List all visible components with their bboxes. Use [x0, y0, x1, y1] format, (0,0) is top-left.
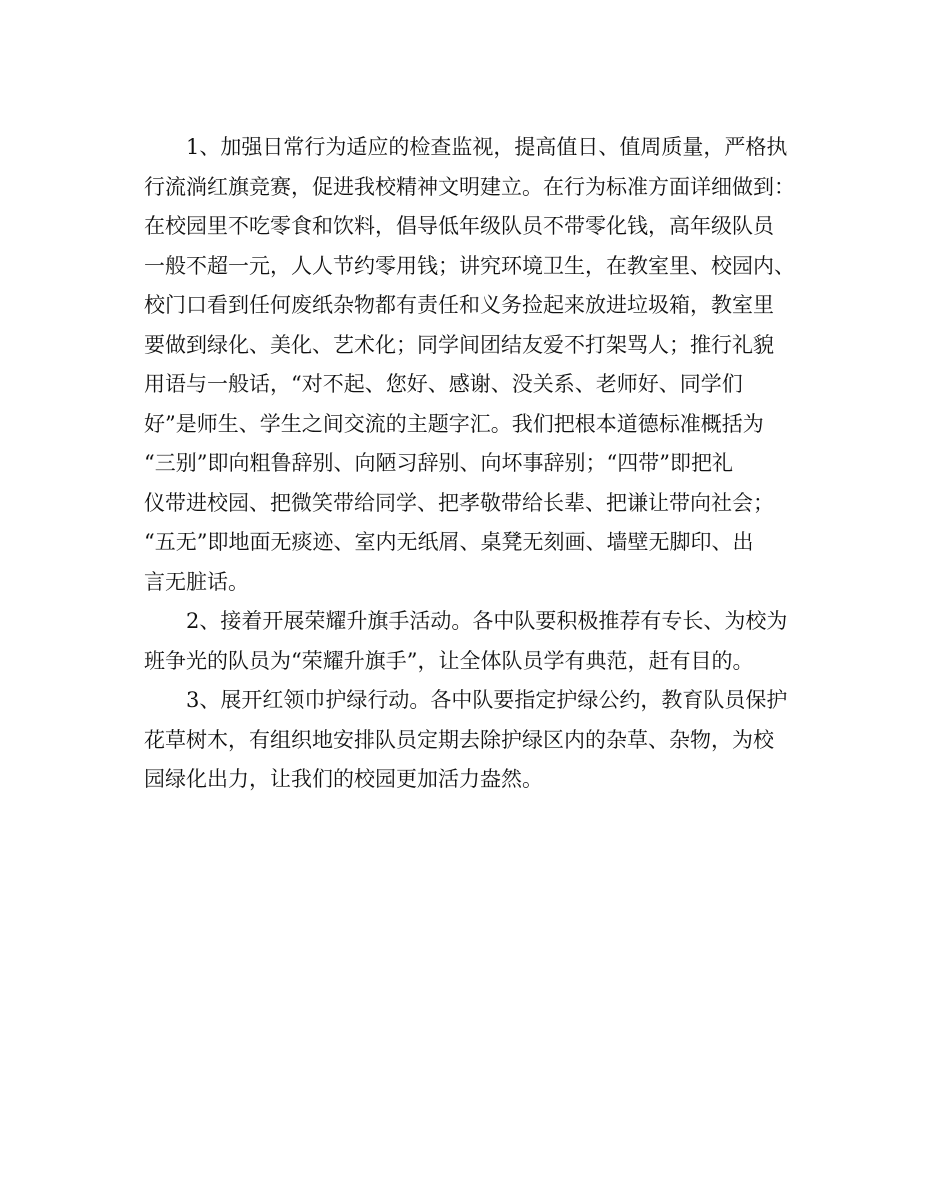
- text-line: 用语与一般话，“对不起、您好、感谢、没关系、老师好、同学们: [144, 372, 743, 396]
- paragraph-2: [144, 602, 804, 681]
- text-line: 花草树木，有组织地安排队员定期去除护绿区内的杂草、杂物，为校: [144, 727, 774, 752]
- text-line: 校门口看到任何废纸杂物都有责任和义务捡起来放进垃圾箱，教室里: [144, 293, 774, 317]
- text-line: 要做到绿化、美化、艺术化；同学间团结友爱不打架骂人；推行礼貌: [144, 332, 774, 357]
- paragraph-3: [144, 681, 804, 800]
- text-line: 在校园里不吃零食和饮料，倡导低年级队员不带零化钱，高年级队员: [144, 214, 774, 238]
- text-line: 仪带进校园、把微笑带给同学、把孝敬带给长辈、把谦让带向社会；: [144, 490, 774, 515]
- text-line: 2、接着开展荣耀升旗手活动。各中队要积极推荐有专长、为校为: [186, 609, 788, 633]
- text-line: 3、展开红领巾护绿行动。各中队要指定护绿公约，教育队员保护: [186, 688, 788, 712]
- text-line: 言无脏话。: [144, 569, 249, 594]
- text-line: 班争光的队员为“荣耀升旗手”，让全体队员学有典范，赶有目的。: [144, 648, 754, 673]
- text-line: 一般不超一元，人人节约零用钱；讲究环境卫生，在教室里、校园内、: [144, 253, 795, 278]
- text-line: 好”是师生、学生之间交流的主题字汇。我们把根本道德标准概括为: [144, 411, 764, 436]
- text-line: “三别”即向粗鲁辞别、向陋习辞别、向坏事辞别；“四带”即把礼: [144, 451, 733, 475]
- text-line: “五无”即地面无痰迹、室内无纸屑、桌凳无刻画、墙壁无脚印、出: [144, 530, 754, 554]
- text-line: 1、加强日常行为适应的检查监视，提高值日、值周质量，严格执: [186, 135, 788, 159]
- document-body: [144, 128, 804, 800]
- paragraph-1: [144, 128, 804, 602]
- text-line: 行流淌红旗竞赛，促进我校精神文明建立。在行为标准方面详细做到：: [144, 174, 795, 199]
- text-line: 园绿化出力，让我们的校园更加活力盎然。: [144, 767, 543, 791]
